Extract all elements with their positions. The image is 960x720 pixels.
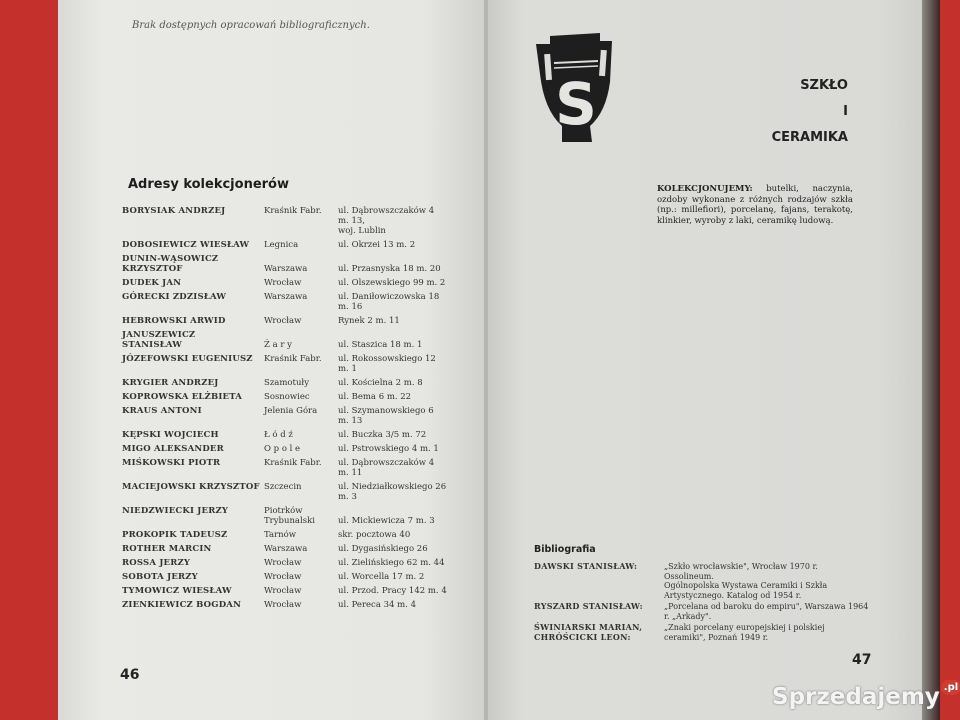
collector-address: ul. Staszica 18 m. 1 bbox=[338, 340, 423, 350]
collector-address: Rynek 2 m. 11 bbox=[338, 316, 400, 326]
bibliography-entry bbox=[534, 562, 872, 600]
collector-row bbox=[122, 600, 478, 610]
collector-name: PROKOPIK TADEUSZ bbox=[122, 530, 228, 540]
collector-city: Wrocław bbox=[264, 278, 302, 288]
collector-city: Wrocław bbox=[264, 558, 302, 568]
bib-author: DAWSKI STANISŁAW: bbox=[534, 561, 638, 571]
collector-address: ul. Dygasińskiego 26 bbox=[338, 544, 428, 554]
collector-city: Warszawa bbox=[264, 544, 308, 554]
bibliography-entry bbox=[534, 623, 872, 642]
collector-row bbox=[122, 292, 478, 312]
bibliography-heading: Bibliografia bbox=[534, 544, 596, 555]
collector-address: ul. Worcella 17 m. 2 bbox=[338, 572, 425, 582]
collector-row bbox=[122, 444, 478, 454]
collector-address: ul. Zielińskiego 62 m. 44 bbox=[338, 558, 445, 568]
chapter-title bbox=[772, 73, 848, 151]
collector-name: KĘPSKI WOJCIECH bbox=[122, 430, 219, 440]
collector-name: ROTHER MARCIN bbox=[122, 544, 212, 554]
watermark-logo bbox=[772, 674, 960, 711]
collector-city: Wrocław bbox=[264, 316, 302, 326]
collector-city: Ż a r y bbox=[264, 340, 292, 350]
collector-city: Wrocław bbox=[264, 600, 302, 610]
collector-address: ul. Dąbrowszczaków 4 m. 13, woj. Lublin bbox=[338, 206, 435, 236]
collector-name: MIŚKOWSKI PIOTR bbox=[122, 458, 221, 468]
collector-row bbox=[122, 530, 478, 540]
page-number-right: 47 bbox=[852, 652, 872, 668]
collector-row bbox=[122, 572, 478, 582]
collector-row bbox=[122, 330, 478, 350]
page-edges bbox=[922, 0, 940, 720]
collector-address: ul. Przod. Pracy 142 m. 4 bbox=[338, 586, 447, 596]
collector-row bbox=[122, 378, 478, 388]
bibliography-entry bbox=[534, 602, 872, 621]
collector-address: ul. Pstrowskiego 4 m. 1 bbox=[338, 444, 439, 454]
collector-name: NIEDZWIECKI JERZY bbox=[122, 506, 229, 516]
collect-text: butelki, naczynia, ozdoby wykonane z różnych rodzajów szkła (np.: millefiori), porcelanę, fajans, terakotę, klinkier, wyroby z laki, ceramikę ludową. bbox=[657, 184, 853, 226]
collector-name: ZIENKIEWICZ BOGDAN bbox=[122, 600, 242, 610]
collector-city: Kraśnik Fabr. bbox=[264, 354, 322, 364]
collector-name: ROSSA JERZY bbox=[122, 558, 191, 568]
title-line: CERAMIKA bbox=[771, 130, 848, 145]
collector-name: HEBROWSKI ARWID bbox=[122, 316, 226, 326]
collector-city: Ł ó d ź bbox=[264, 430, 293, 440]
collector-address: ul. Pereca 34 m. 4 bbox=[338, 600, 416, 610]
collector-row bbox=[122, 316, 478, 326]
collector-city: Legnica bbox=[264, 240, 299, 250]
title-line: I bbox=[843, 104, 848, 119]
bib-title: „Znaki porcelany europejskiej i polskiej ceramiki", Poznań 1949 r. bbox=[664, 623, 825, 642]
top-note: Brak dostępnych opracowań bibliograficznych. bbox=[132, 20, 370, 31]
collector-address: ul. Olszewskiego 99 m. 2 bbox=[338, 278, 446, 288]
collector-name: MIGO ALEKSANDER bbox=[122, 444, 224, 454]
collector-name: KRAUS ANTONI bbox=[122, 406, 202, 416]
collector-name: KOPROWSKA ELŻBIETA bbox=[122, 392, 243, 402]
collector-name: KRYGIER ANDRZEJ bbox=[122, 378, 219, 388]
collector-address: ul. Buczka 3/5 m. 72 bbox=[338, 430, 427, 440]
collector-name: MACIEJOWSKI KRZYSZTOF bbox=[122, 482, 260, 492]
collector-name: SOBOTA JERZY bbox=[122, 572, 198, 582]
collector-address: ul. Przasnyska 18 m. 20 bbox=[338, 264, 441, 274]
collector-city: Warszawa bbox=[264, 292, 308, 302]
collector-address: ul. Mickiewicza 7 m. 3 bbox=[338, 516, 435, 526]
collector-row bbox=[122, 544, 478, 554]
collector-name: BORYSIAK ANDRZEJ bbox=[122, 206, 226, 216]
collector-city: Kraśnik Fabr. bbox=[264, 206, 322, 216]
collector-address: ul. Daniłowiczowska 18 m. 16 bbox=[338, 292, 440, 312]
collector-row bbox=[122, 354, 478, 374]
collect-label: KOLEKCJONUJEMY: bbox=[657, 184, 753, 194]
collector-row bbox=[122, 558, 478, 568]
title-line: SZKŁO bbox=[800, 78, 848, 93]
collector-address: ul. Bema 6 m. 22 bbox=[338, 392, 412, 402]
collector-name: DUNIN-WĄSOWICZ KRZYSZTOF bbox=[122, 254, 219, 274]
collector-city: Szczecin bbox=[264, 482, 302, 492]
collector-name: GÓRECKI ZDZISŁAW bbox=[122, 292, 227, 302]
collector-row bbox=[122, 482, 478, 502]
collector-row bbox=[122, 458, 478, 478]
collector-city: Sosnowiec bbox=[264, 392, 310, 402]
page-number-left: 46 bbox=[120, 667, 140, 683]
collector-name: DUDEK JAN bbox=[122, 278, 182, 288]
bib-title: „Szkło wrocławskie", Wrocław 1970 r. Ossolineum. Ogólnopolska Wystawa Ceramiki i Szkła Artystycznego. Katalog od 1954 r. bbox=[664, 562, 828, 600]
bib-author: RYSZARD STANISŁAW: bbox=[534, 601, 643, 611]
svg-text:S: S bbox=[555, 70, 597, 138]
collector-row bbox=[122, 278, 478, 288]
collector-row bbox=[122, 430, 478, 440]
collector-row bbox=[122, 254, 478, 274]
collector-row bbox=[122, 406, 478, 426]
collect-paragraph bbox=[657, 184, 853, 226]
collector-city: Szamotuły bbox=[264, 378, 309, 388]
collector-address: ul. Okrzei 13 m. 2 bbox=[338, 240, 416, 250]
collector-name: TYMOWICZ WIESŁAW bbox=[122, 586, 232, 596]
collectors-heading: Adresy kolekcjonerów bbox=[128, 177, 289, 192]
collector-address: ul. Rokossowskiego 12 m. 1 bbox=[338, 354, 436, 374]
collector-city: Jelenia Góra bbox=[264, 406, 318, 416]
collector-row bbox=[122, 392, 478, 402]
collector-row bbox=[122, 586, 478, 596]
bib-title: „Porcelana od baroku do empiru", Warszawa 1964 r. „Arkady". bbox=[664, 602, 869, 621]
collector-city: Wrocław bbox=[264, 572, 302, 582]
watermark-text: Sprzedajemy bbox=[772, 684, 940, 710]
collector-name: DOBOSIEWICZ WIESŁAW bbox=[122, 240, 250, 250]
collector-city: Tarnów bbox=[264, 530, 297, 540]
collector-address: ul. Dąbrowszczaków 4 m. 11 bbox=[338, 458, 435, 478]
watermark-suffix: .pl bbox=[941, 680, 960, 695]
collector-city: Kraśnik Fabr. bbox=[264, 458, 322, 468]
collector-name: JANUSZEWICZ STANISŁAW bbox=[122, 330, 196, 350]
collector-city: O p o l e bbox=[264, 444, 301, 454]
collector-row bbox=[122, 206, 478, 236]
bib-author: ŚWINIARSKI MARIAN, CHRÓŚCICKI LEON: bbox=[534, 622, 643, 642]
collector-row bbox=[122, 506, 478, 526]
collector-row bbox=[122, 240, 478, 250]
collector-address: ul. Szymanowskiego 6 m. 13 bbox=[338, 406, 434, 426]
collector-address: skr. pocztowa 40 bbox=[338, 530, 411, 540]
collector-city: Warszawa bbox=[264, 264, 308, 274]
collector-name: JÓZEFOWSKI EUGENIUSZ bbox=[122, 354, 253, 364]
collector-city: Wrocław bbox=[264, 586, 302, 596]
collectors-list bbox=[122, 206, 478, 614]
vase-logo-icon bbox=[534, 30, 618, 146]
collector-address: ul. Niedziałkowskiego 26 m. 3 bbox=[338, 482, 447, 502]
bibliography-list bbox=[534, 562, 872, 644]
collector-city: Piotrków Trybunalski bbox=[264, 506, 315, 526]
collector-address: ul. Kościelna 2 m. 8 bbox=[338, 378, 423, 388]
